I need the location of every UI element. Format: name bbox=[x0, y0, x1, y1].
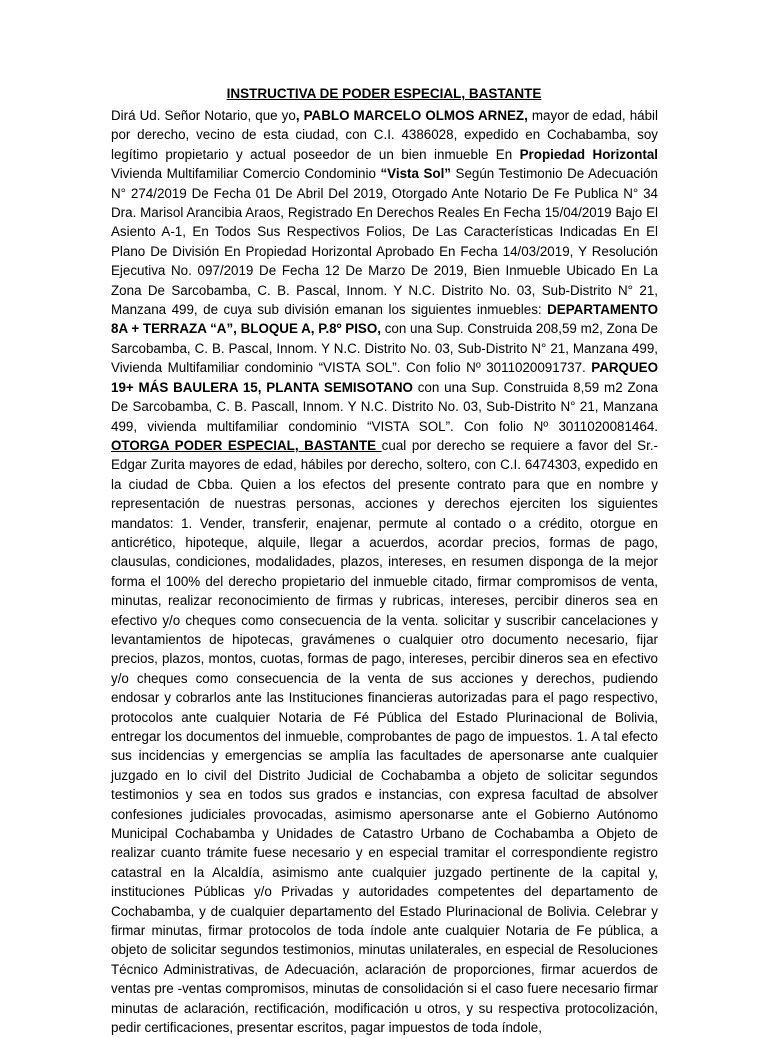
text-run: PARQUEO 19+ MÁS BAULERA 15, PLANTA SEMISOTANO bbox=[111, 360, 658, 395]
text-run: con una Sup. Construida 208,59 m2, Zona De Sarcobamba, C. B. Pascal, Innom. Y N.C. Distrito No. 03, Sub-Distrito N° 21, Manzana 499, Vivienda Multifamiliar condominio “VISTA SOL”. Con folio Nº 3011020091737. bbox=[111, 321, 658, 376]
text-run: cual por derecho se requiere a favor del Sr.- Edgar Zurita mayores de edad, hábiles por derecho, soltero, con C.I. 6474303, expedido en la ciudad de Cbba. Quien a los efectos del presente contrato para que en nombre y representación de nuestras personas, acciones y derechos ejerciten los siguientes mandatos: 1. Vender, transferir, enajenar, permute al contado o a crédito, otorgue en anticrético, hipoteque, alquile, llegar a acuerdos, acordar precios, formas de pago, clausulas, condiciones, modalidades, plazos, intereses, en resumen disponga de la mejor forma el 100% del derecho propietario del inmueble citado, firmar compromisos de venta, minutas, realizar reconocimiento de firmas y rubricas, intereses, percibir dineros sea en efectivo y/o cheques como consecuencia de la venta. solicitar y suscribir cancelaciones y levantamientos de hipotecas, gravámenes o cualquier otro documento necesario, fijar precios, plazos, montos, cuotas, formas de pago, intereses, percibir dineros sea en efectivo y/o cheques como consecuencia de la venta de sus acciones y derechos, pudiendo endosar y cobrarlos ante las Instituciones financieras autorizadas para el pago respectivo, protocolos ante cualquier Notaria de Fé Pública del Estado Plurinacional de Bolivia, entregar los documentos del inmueble, comprobantes de pago de impuestos. 1. A tal efecto sus incidencias y emergencias se amplía las facultades de apersonarse ante cualquier juzgado en lo civil del Distrito Judicial de Cochabamba a objeto de solicitar segundos testimonios y sea en todos sus grados e instancias, con expresa facultad de absolver confesiones judiciales provocadas, asimismo apersonarse ante el Gobierno Autónomo Municipal Cochabamba y Unidades de Catastro Urbano de Cochabamba a Objeto de realizar cuanto trámite fuese necesario y en especial tramitar el correspondiente registro catastral en la Alcaldía, asimismo ante cualquier juzgado pertinente de la capital y, instituciones Públicas y/o Privadas y autoridades competentes del departamento de Cochabamba, y de cualquier departamento del Estado Plurinacional de Bolivia. Celebrar y firmar minutas, firmar protocolos de toda índole ante cualquier Notaria de Fe pública, a objeto de solicitar segundos testimonios, minutas unilaterales, en especial de Resoluciones Técnico Administrativas, de Adecuación, aclaración de proporciones, firmar acuerdos de ventas pre -ventas compromisos, minutas de consolidación si el caso fuere necesario firmar minutas de aclaración, rectificación, modificación u otros, y su respectiva protocolización, pedir certificaciones, presentar escritos, pagar impuestos de toda índole, bbox=[111, 437, 659, 1036]
text-run: OTORGA PODER ESPECIAL, BASTANTE bbox=[111, 437, 382, 453]
text-run: , PABLO MARCELO OLMOS ARNEZ, bbox=[295, 108, 528, 123]
text-run: Propiedad Horizontal bbox=[519, 146, 658, 162]
text-run: mayor de edad, hábil por derecho, vecino de esta ciudad, con C.I. 4386028, expedido en Cochabamba, soy legítimo propietario y actual poseedor de un bien inmueble En bbox=[111, 108, 658, 162]
text-run: con una Sup. Construida 8,59 m2 Zona De Sarcobamba, C. B. Pascall, Innom. Y N.C. Distrito No. 03, Sub-Distrito N° 21, Manzana 499, vivienda multifamiliar condominio “VISTA SOL”. Con folio Nº 3011020081464. bbox=[111, 379, 658, 434]
text-run: Según Testimonio De Adecuación N° 274/2019 De Fecha 01 De Abril Del 2019, Otorgado Ante Notario De Fe Publica N° 34 Dra. Marisol Arancibia Araos, Registrado En Derechos Reales En Fecha 15/04/2019 Bajo El Asiento A-1, En Todos Sus Respectivos Folios, De Las Características Indicadas En El Plano De División En Propiedad Horizontal Aprobado En Fecha 14/03/2019, Y Resolución Ejecutiva No. 097/2019 De Fecha 12 De Marzo De 2019, Bien Inmueble Ubicado En La Zona De Sarcobamba, C. B. Pascal, Innom. Y N.C. Distrito No. 03, Sub-Distrito N° 21, Manzana 499, de cuya sub división emanan los siguientes inmuebles: bbox=[111, 166, 658, 318]
document-title: INSTRUCTIVA DE PODER ESPECIAL, BASTANTE bbox=[226, 86, 542, 101]
document-body bbox=[111, 106, 658, 1038]
text-run: Vivienda Multifamiliar Comercio Condominio bbox=[111, 166, 381, 182]
text-run: Dirá Ud. Señor Notario, que yo bbox=[111, 108, 296, 123]
text-run: “Vista Sol” bbox=[380, 166, 451, 182]
text-run: DEPARTAMENTO 8A + TERRAZA “A”, BLOQUE A, P.8º PISO, bbox=[111, 302, 658, 337]
